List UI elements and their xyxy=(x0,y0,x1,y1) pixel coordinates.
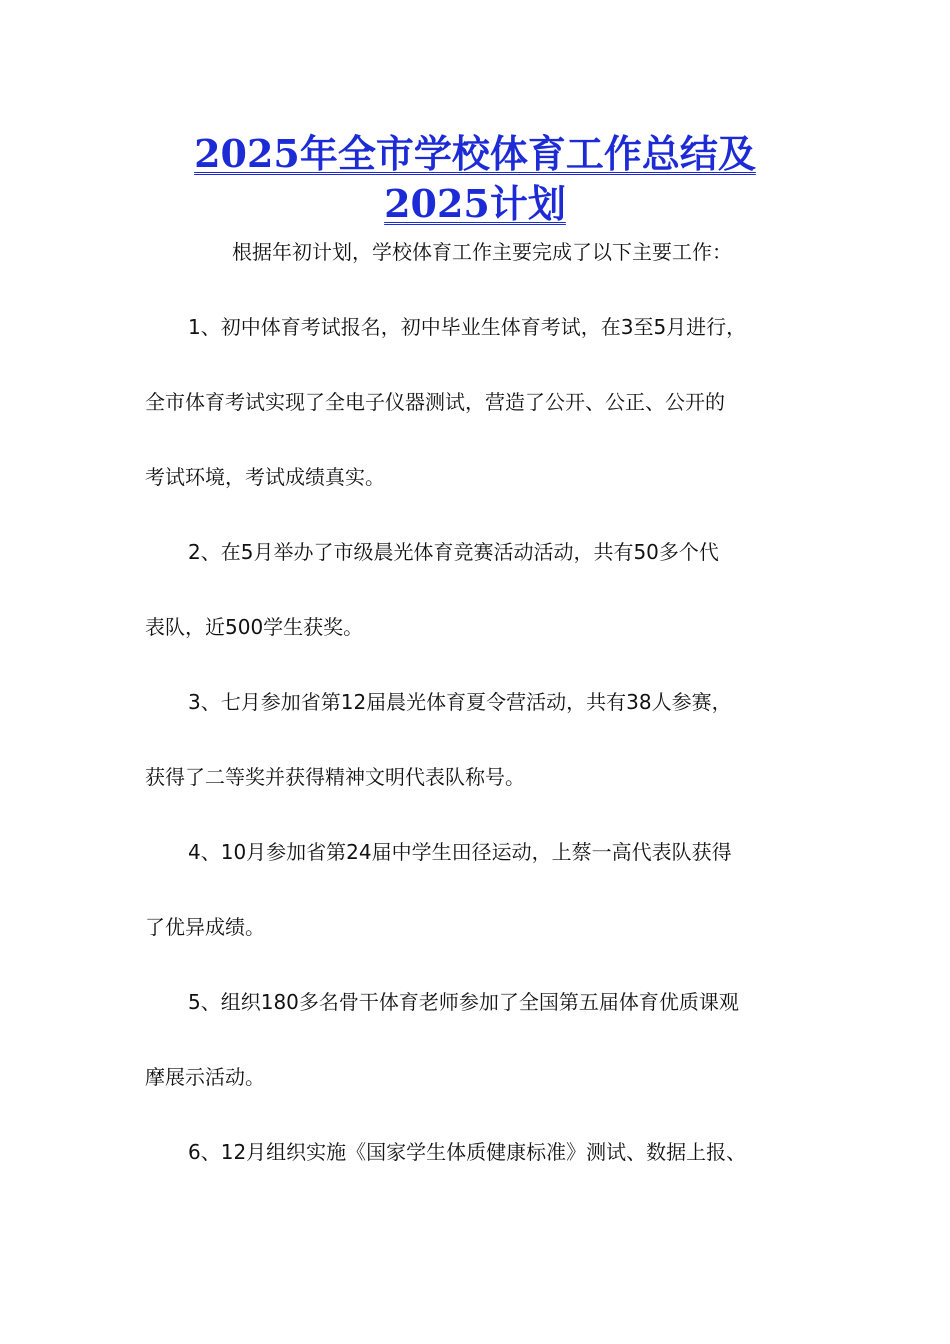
item-3-line-1: 3、七月参加省第12届晨光体育夏令营活动，共有38人参赛， xyxy=(188,690,732,714)
item-5-line-2: 摩展示活动。 xyxy=(145,1065,265,1089)
intro-paragraph: 根据年初计划，学校体育工作主要完成了以下主要工作： xyxy=(232,240,732,264)
item-1-line-1: 1、初中体育考试报名，初中毕业生体育考试，在3至5月进行， xyxy=(188,315,747,339)
item-2-line-1: 2、在5月举办了市级晨光体育竞赛活动活动，共有50多个代 xyxy=(188,540,719,564)
item-5-line-1: 5、组织180多名骨干体育老师参加了全国第五届体育优质课观 xyxy=(188,990,739,1014)
item-3-line-2: 获得了二等奖并获得精神文明代表队称号。 xyxy=(145,765,525,789)
item-4-line-2: 了优异成绩。 xyxy=(145,915,265,939)
item-2-line-2: 表队，近500学生获奖。 xyxy=(145,615,364,639)
document-title-line-1[interactable]: 2025年全市学校体育工作总结及 xyxy=(194,131,756,176)
item-1-line-2: 全市体育考试实现了全电子仪器测试，营造了公开、公正、公开的 xyxy=(145,390,725,414)
item-6-line-1: 6、12月组织实施《国家学生体质健康标准》测试、数据上报、 xyxy=(188,1140,747,1164)
item-1-line-3: 考试环境，考试成绩真实。 xyxy=(145,465,385,489)
document-title-line-2[interactable]: 2025计划 xyxy=(384,181,566,226)
item-4-line-1: 4、10月参加省第24届中学生田径运动，上蔡一高代表队获得 xyxy=(188,840,732,864)
